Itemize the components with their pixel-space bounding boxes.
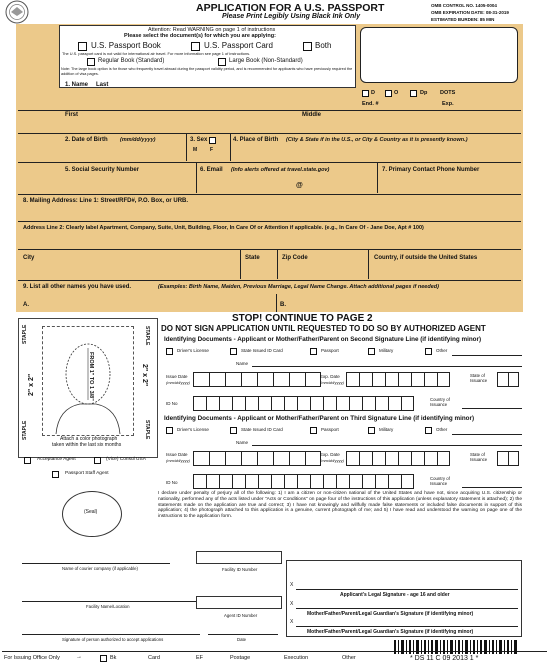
bk-checkbox[interactable]: [100, 655, 107, 662]
seal-label: (Seal): [84, 509, 98, 515]
office-o-label: O: [394, 90, 399, 96]
address-line-2-label: Address Line 2: Clearly label Apartment, Company, Suite, Unit, Building, Floor, In Care Of or Attention if applicable. (e.g., In Care Of - Jane Doe, Apt # 100): [23, 225, 424, 231]
office-only-label: For Issuing Office Only: [4, 655, 60, 661]
second-name-label: Name: [236, 361, 249, 366]
ssn-divider: [196, 163, 197, 193]
dob-divider: [186, 134, 187, 161]
third-country-line: [462, 487, 522, 488]
vice-consul-label: (Vice) Consul USA: [106, 457, 146, 462]
second-drivers-label: Driver's License: [177, 348, 209, 353]
third-state-id-label: State Issued ID Card: [241, 427, 283, 432]
second-exp-date-label: Exp. Date: [320, 374, 340, 379]
sex-m-checkbox[interactable]: [209, 137, 216, 144]
office-dp-checkbox[interactable]: [410, 90, 417, 97]
second-other-label: Other: [436, 348, 448, 353]
stop-warning: DO NOT SIGN APPLICATION UNTIL REQUESTED TO DO SO BY AUTHORIZED AGENT: [161, 324, 486, 333]
third-exp-date-format: (mm/dd/yyyy): [320, 458, 344, 463]
second-exp-date-format: (mm/dd/yyyy): [320, 380, 344, 385]
middle-name-label: Middle: [302, 112, 321, 118]
large-book-label: Large Book (Non-Standard): [229, 58, 303, 64]
second-issue-date-format: (mm/dd/yyyy): [166, 380, 190, 385]
sex-divider: [230, 134, 231, 161]
passport-book-label: U.S. Passport Book: [91, 41, 161, 50]
omb-expiration: OMB EXPIRATION DATE: 08-31-2019: [431, 10, 509, 15]
third-drivers-label: Driver's License: [177, 427, 209, 432]
facility-id-label: Facility ID Number: [222, 567, 258, 572]
pob-hint: (City & State if in the U.S., or City & Country as it is presently known.): [286, 137, 468, 143]
second-state-cells[interactable]: [497, 372, 519, 387]
third-country-of-issuance-label: Country of Issuance: [430, 476, 450, 486]
last-label: Last: [96, 82, 109, 88]
photo-caption-1: Attach a color photograph: [60, 436, 118, 442]
third-issue-date-cells[interactable]: [193, 451, 321, 466]
form-code: * DS 11 C 09 2013 1 *: [410, 655, 479, 662]
date-line: [208, 634, 278, 635]
third-passport-checkbox[interactable]: [310, 427, 317, 434]
photo-caption-2: taken within the last six months: [52, 442, 122, 448]
facility-id-box[interactable]: [196, 551, 282, 564]
estimated-burden: ESTIMATED BURDEN: 85 MIN: [431, 17, 495, 22]
other-name-a-label: A.: [23, 302, 29, 308]
office-dp-label: Dp: [420, 90, 428, 96]
mailing-row-divider: [18, 221, 521, 222]
first-name-label: First: [65, 112, 79, 118]
second-state-of-issuance-label: State of Issuance: [470, 373, 488, 383]
large-book-checkbox[interactable]: [218, 58, 226, 66]
both-label: Both: [315, 41, 332, 50]
authorized-signature-label: Signature of person authorized to accept applications: [62, 637, 164, 642]
sex-m-label: M: [193, 147, 198, 153]
state-divider: [277, 250, 278, 279]
dob-row-divider: [18, 162, 521, 163]
applicant-signature-label: Applicant's Legal Signature - age 16 and older: [340, 592, 450, 598]
facility-name-line: [22, 601, 200, 602]
attention-line-1: Attention: Read WARNING on page 1 of instructions: [148, 27, 276, 33]
third-id-no-cells[interactable]: [193, 474, 414, 489]
second-passport-label: Passport: [321, 348, 339, 353]
parent-signature-label-1: Mother/Father/Parent/Legal Guardian's Signature (if identifying minor): [307, 611, 474, 617]
dob-format: (mm/dd/yyyy): [120, 137, 156, 143]
exp-label: Exp.: [442, 101, 454, 107]
passport-staff-checkbox[interactable]: [52, 471, 59, 478]
date-label: Date: [237, 637, 247, 642]
third-issue-date-label: Issue Date: [166, 452, 188, 457]
second-name-line: [252, 366, 522, 367]
passport-staff-label: Passport Staff Agent: [65, 471, 109, 476]
third-exp-date-label: Exp. Date: [320, 452, 340, 457]
second-country-line: [462, 408, 522, 409]
third-name-label: Name: [236, 440, 249, 445]
dob-label: 2. Date of Birth: [65, 137, 108, 143]
attention-line-2: Please select the document(s) for which you are applying:: [124, 33, 276, 39]
passport-book-checkbox[interactable]: [78, 42, 87, 51]
staple-bottom-left: STAPLE: [22, 420, 28, 440]
email-label: 6. Email: [200, 167, 223, 173]
city-label: City: [23, 255, 35, 261]
acceptance-agent-checkbox[interactable]: [24, 457, 31, 464]
country-label: Country, if outside the United States: [374, 255, 478, 261]
passport-card-label: U.S. Passport Card: [204, 41, 273, 50]
third-military-checkbox[interactable]: [368, 427, 375, 434]
email-at-sign: @: [296, 182, 303, 189]
applicant-x: X: [290, 582, 294, 588]
second-other-line: [452, 355, 522, 356]
email-hint: (Info alerts offered at travel.state.gov): [231, 167, 330, 173]
second-id-title: Identifying Documents - Applicant or Mother/Father/Parent on Second Signature Line (if identifying minor): [164, 336, 482, 343]
applicant-signature-line[interactable]: [296, 589, 518, 590]
name-label: 1. Name: [65, 82, 89, 88]
email-divider: [377, 163, 378, 193]
other-names-label: 9. List all other names you have used.: [23, 284, 132, 290]
state-label: State: [245, 255, 260, 261]
ssn-label: 5. Social Security Number: [65, 167, 140, 173]
card-label: Card: [148, 655, 160, 661]
second-drivers-checkbox[interactable]: [166, 348, 173, 355]
sex-label: 3. Sex: [190, 137, 208, 143]
courier-label: Name of courier company (if applicable): [62, 566, 138, 571]
stop-title: STOP! CONTINUE TO PAGE 2: [232, 313, 373, 324]
photo-size-left: 2" x 2": [28, 373, 35, 396]
third-state-of-issuance-label: State of Issuance: [470, 452, 488, 462]
parent-signature-line-1[interactable]: [296, 608, 518, 609]
declaration-text: I declare under penalty of perjury all of the following: 1) I am a citizen or non-citizen national of the United States and have not, since acquiring U.S. citizenship or nationality, performed any of the acts listed under "Acts or Conditions" on page four of the instructions of this application (unless explanatory statement is attached); 2) the statements made on the application are true and correct; 3) I have not knowingly and willfully made false statements or included false documents in support of this application; 4) the photograph attached to this application is a genuine, current photograph of me; and 5) I have read and understood the warning on page one of the instructions to the application form.: [158, 491, 522, 520]
third-military-label: Military: [379, 427, 394, 432]
ef-label: EF: [196, 655, 204, 661]
other-name-b-label: B.: [280, 302, 286, 308]
last-name-input[interactable]: [62, 89, 354, 106]
zip-divider: [368, 250, 369, 279]
regular-book-label: Regular Book (Standard): [98, 58, 165, 64]
second-state-id-label: State Issued ID Card: [241, 348, 283, 353]
postage-label: Postage: [230, 655, 251, 661]
form-subtitle: Please Print Legibly Using Black Ink Only: [222, 13, 361, 20]
third-id-title: Identifying Documents - Applicant or Mother/Father/Parent on Third Signature Line (if identifying minor): [164, 415, 475, 422]
parent-x-2: X: [290, 619, 294, 625]
other-fee-label: Other: [342, 655, 356, 661]
second-id-no-cells[interactable]: [193, 396, 414, 411]
ssn-row-divider: [18, 194, 521, 195]
second-issue-date-cells[interactable]: [193, 372, 321, 387]
acceptance-agent-label: Acceptance Agent: [37, 457, 76, 462]
office-d-label: D: [371, 90, 375, 96]
third-other-label: Other: [436, 427, 448, 432]
regular-book-checkbox[interactable]: [87, 58, 95, 66]
zip-label: Zip Code: [282, 255, 308, 261]
agent-id-label: Agent ID Number: [224, 613, 258, 618]
second-id-no-label: ID No: [166, 401, 178, 406]
pob-label: 4. Place of Birth: [233, 137, 279, 143]
line2-row-divider: [18, 249, 521, 250]
mailing-address-label: 8. Mailing Address: Line 1: Street/RFD#, P.O. Box, or URB.: [23, 198, 189, 204]
second-military-checkbox[interactable]: [368, 348, 375, 355]
third-drivers-checkbox[interactable]: [166, 427, 173, 434]
city-row-divider: [18, 280, 521, 281]
third-passport-label: Passport: [321, 427, 339, 432]
parent-signature-line-2[interactable]: [296, 626, 518, 627]
other-names-divider: [276, 294, 277, 312]
execution-label: Execution: [284, 655, 309, 661]
vice-consul-checkbox[interactable]: [94, 457, 101, 464]
sex-f-label: F: [210, 147, 214, 153]
office-o-checkbox[interactable]: [385, 90, 392, 97]
courier-line: [22, 563, 170, 564]
large-book-note: Note: The large book option is for those who frequently travel abroad during the passport validity period, and is recommended for applicants who have previously required the addition of visa pages.: [61, 67, 353, 76]
third-other-line: [452, 434, 522, 435]
omb-control: OMB CONTROL NO. 1405-0004: [431, 3, 497, 8]
office-use-box: [360, 27, 518, 83]
phone-label: 7. Primary Contact Phone Number: [382, 167, 480, 173]
second-passport-checkbox[interactable]: [310, 348, 317, 355]
third-state-cells[interactable]: [497, 451, 519, 466]
photo-size-right: 2" x 2": [141, 364, 148, 387]
card-note: The U.S. passport card is not valid for international air travel. For more information see page 1 of instructions.: [62, 51, 251, 56]
photo-size-range: FROM 1" TO 1 3/8": [88, 352, 94, 401]
barcode-icon: [394, 640, 518, 654]
second-military-label: Military: [379, 348, 394, 353]
passport-card-checkbox[interactable]: [191, 42, 200, 51]
city-divider: [240, 250, 241, 279]
facility-name-label: Facility Name/Location: [86, 604, 130, 609]
department-of-state-seal-icon: [2, 0, 32, 24]
authorized-signature-line: [22, 634, 200, 635]
third-name-line: [252, 445, 522, 446]
second-country-of-issuance-label: Country of Issuance: [430, 397, 450, 407]
first-row-divider: [18, 133, 521, 134]
office-d-checkbox[interactable]: [362, 90, 369, 97]
end-number-label: End. #: [362, 101, 379, 107]
other-names-hint: (Examples: Birth Name, Maiden, Previous Marriage, Legal Name Change. Attach additional pages if needed): [158, 284, 439, 290]
staple-top-right: STAPLE: [144, 326, 150, 346]
name-row-divider: [18, 110, 521, 111]
staple-bottom-right: STAPLE: [144, 420, 150, 440]
both-checkbox[interactable]: [303, 42, 312, 51]
office-dots-label: DOTS: [440, 90, 456, 96]
second-issue-date-label: Issue Date: [166, 374, 188, 379]
third-state-id-checkbox[interactable]: [230, 427, 237, 434]
third-issue-date-format: (mm/dd/yyyy): [166, 458, 190, 463]
agent-id-box[interactable]: [196, 596, 282, 609]
third-id-no-label: ID No: [166, 480, 178, 485]
second-other-checkbox[interactable]: [425, 348, 432, 355]
third-exp-date-cells[interactable]: [346, 451, 450, 466]
office-arrow-icon: →: [76, 654, 82, 660]
parent-signature-label-2: Mother/Father/Parent/Legal Guardian's Signature (if identifying minor): [307, 629, 474, 635]
parent-x-1: X: [290, 601, 294, 607]
second-exp-date-cells[interactable]: [346, 372, 450, 387]
third-other-checkbox[interactable]: [425, 427, 432, 434]
staple-top-left: STAPLE: [22, 324, 28, 344]
second-state-id-checkbox[interactable]: [230, 348, 237, 355]
bk-label: Bk: [110, 655, 117, 661]
form-title: APPLICATION FOR A U.S. PASSPORT: [196, 2, 385, 14]
